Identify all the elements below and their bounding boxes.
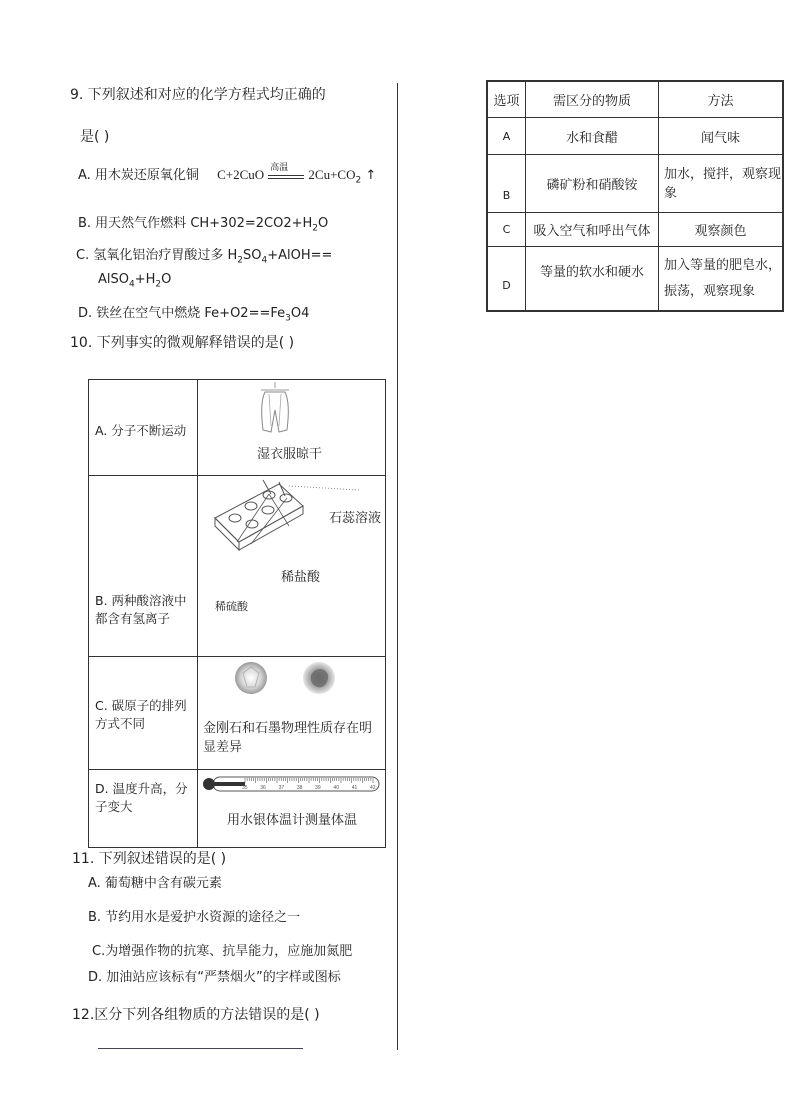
q9-stem-line2: 是( ) <box>80 129 110 145</box>
q12-row-a-option: A <box>488 118 526 155</box>
q12-row-b-substances: 磷矿粉和硝酸铵 <box>526 155 659 213</box>
q11-option-d: D. 加油站应该标有“严禁烟火”的字样或图标 <box>88 970 341 985</box>
thermometer-tick-label: 37 <box>278 785 285 791</box>
q12-header-option: 选项 <box>488 82 526 118</box>
q10-row-a-fact: 湿衣服晾干 <box>257 447 323 462</box>
thermometer-tick-label: 35 <box>242 785 248 791</box>
graphite-image <box>301 657 337 699</box>
q10-row-c-explanation: C. 碳原子的排列方式不同 <box>95 698 187 731</box>
q12-row-c-substances: 吸入空气和呼出气体 <box>526 213 659 247</box>
q10-row-b-litmus-label: 石蕊溶液 <box>329 511 382 526</box>
column-divider <box>397 83 398 1050</box>
q10-table <box>88 379 386 848</box>
q10-row-d <box>89 769 385 848</box>
q10-row-b-explanation: B. 两种酸溶液中都含有氢离子 <box>95 593 187 626</box>
q12-table <box>486 80 784 312</box>
q12-row-a <box>488 118 783 155</box>
q9-option-d-end: O4 <box>290 306 310 321</box>
q9-option-c-line1 <box>76 244 332 266</box>
q9-option-b-end: O <box>318 216 329 231</box>
q9-option-c2-sub: 4 <box>129 279 135 290</box>
q12-header-method: 方法 <box>659 82 783 118</box>
diamond-image <box>233 657 269 699</box>
q9-option-a <box>78 164 376 186</box>
thermometer-tick-label: 40 <box>333 785 339 791</box>
q9-option-c2-mid: +H <box>134 272 156 287</box>
thermometer-tick-label: 42 <box>370 785 376 791</box>
q11-option-c: C.为增强作物的抗寒、抗旱能力，应施加氮肥 <box>92 944 353 959</box>
q10-row-b-hcl-label: 稀盐酸 <box>281 570 321 585</box>
q9-option-c-text: C. 氢氧化铝治疗胃酸过多 H <box>76 248 238 263</box>
answer-underline <box>98 1048 303 1049</box>
q12-row-d-option: D <box>488 247 526 311</box>
q12-row-a-method: 闻气味 <box>659 118 783 155</box>
q9-option-c-line2 <box>98 272 171 290</box>
q10-row-b-h2so4-label: 稀硫酸 <box>215 600 248 613</box>
q9-condition-label: 高温 <box>270 162 289 173</box>
q9-option-c2-sub2: 2 <box>155 279 162 290</box>
q11-option-b: B. 节约用水是爱护水资源的途径之一 <box>88 910 301 925</box>
q12-row-d <box>488 247 783 311</box>
q12-row-c-method: 观察颜色 <box>659 213 783 247</box>
q9-option-a-eq-left: C+2CuO <box>217 167 265 182</box>
thermometer-tick-label: 41 <box>351 785 358 791</box>
q12-row-d-substances: 等量的软水和硬水 <box>526 247 659 311</box>
q9-gas-arrow: ↑ <box>365 168 377 183</box>
wet-clothes-icon <box>251 380 299 436</box>
q12-row-b-option: B <box>488 155 526 213</box>
q11-stem: 11. 下列叙述错误的是( ) <box>72 851 227 867</box>
q9-option-c-end: +AlOH== <box>267 248 333 263</box>
q9-option-d-text: D. 铁丝在空气中燃烧 Fe+O2==Fe <box>78 306 286 321</box>
q10-row-b <box>89 475 385 657</box>
q10-stem: 10. 下列事实的微观解释错误的是( ) <box>70 335 295 351</box>
q9-condition-arrow <box>268 162 304 179</box>
q9-option-b-text: B. 用天然气作燃料 CH+302=2CO2+H <box>78 216 313 231</box>
q12-row-c-option: C <box>488 213 526 247</box>
thermometer-icon <box>201 774 383 796</box>
q9-option-a-sub: 2 <box>355 175 362 186</box>
q10-row-c <box>89 656 385 770</box>
q9-option-c2-text: AlSO <box>98 272 129 287</box>
q12-header-row <box>488 82 783 118</box>
q10-row-c-fact: 金刚石和石墨物理性质存在明显差异 <box>203 721 373 755</box>
q9-option-a-label: A. 用木炭还原氧化铜 <box>78 168 199 183</box>
q11-option-a: A. 葡萄糖中含有碳元素 <box>88 876 222 891</box>
q10-row-a-explanation: A. 分子不断运动 <box>95 423 187 438</box>
q9-option-d <box>78 302 309 324</box>
q12-row-b-method: 加水，搅拌，观察现象 <box>659 155 783 213</box>
q12-row-a-substances: 水和食醋 <box>526 118 659 155</box>
q9-option-c-sub2: 4 <box>261 255 268 266</box>
q9-option-c-sub1: 2 <box>237 255 243 266</box>
q10-row-d-fact: 用水银体温计测量体温 <box>227 813 358 828</box>
q12-row-d-method: 加入等量的肥皂水，振荡，观察现象 <box>659 247 783 311</box>
q10-row-d-explanation: D. 温度升高，分子变大 <box>95 781 188 814</box>
thermometer-tick-label: 39 <box>315 785 321 791</box>
q9-stem-line1: 9. 下列叙述和对应的化学方程式均正确的 <box>70 87 326 103</box>
q12-header-substances: 需区分的物质 <box>526 82 659 118</box>
q12-row-b <box>488 155 783 213</box>
q9-option-c-mid: SO <box>242 248 262 263</box>
q9-option-b-sub: 2 <box>312 223 319 234</box>
q9-option-c2-end: O <box>161 272 172 287</box>
thermometer-tick-label: 36 <box>260 785 266 791</box>
q12-stem: 12.区分下列各组物质的方法错误的是( ) <box>72 1007 320 1023</box>
thermometer-tick-label: 38 <box>296 785 303 791</box>
q12-row-c <box>488 213 783 247</box>
q9-option-a-eq-right: 2Cu+CO <box>308 167 356 182</box>
q9-option-d-sub: 3 <box>285 313 291 324</box>
q10-row-a <box>89 380 385 475</box>
q9-option-b <box>78 212 328 234</box>
